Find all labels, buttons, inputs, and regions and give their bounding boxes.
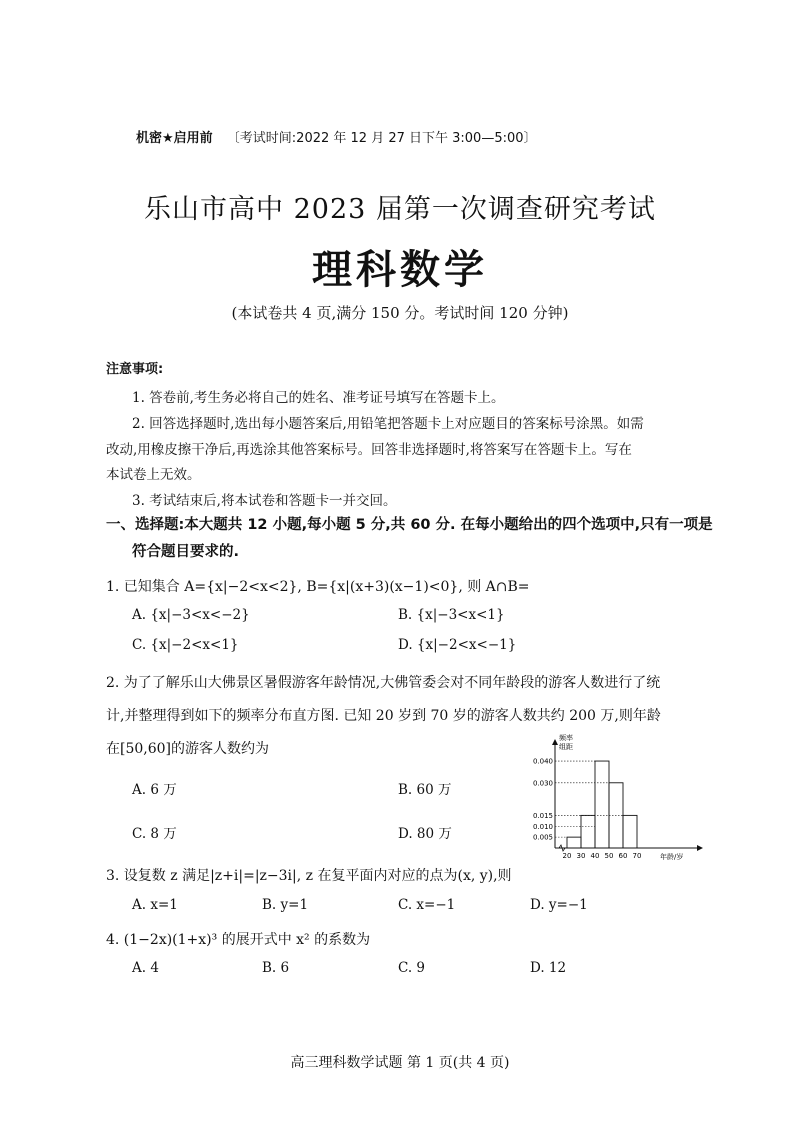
question-4-option-c: C. 9 bbox=[398, 960, 426, 976]
page-footer: 高三理科数学试题 第 1 页(共 4 页) bbox=[290, 1055, 510, 1071]
y-axis-label-line-2: 组距 bbox=[559, 743, 573, 751]
question-3-stem: 3. 设复数 z 满足|z+i|=|z−3i|, z 在复平面内对应的点为(x, y),则 bbox=[106, 868, 512, 884]
question-2-stem-line-3: 在[50,60]的游客人数约为 bbox=[106, 741, 270, 757]
question-4-stem: 4. (1−2x)(1+x)³ 的展开式中 x² 的系数为 bbox=[106, 932, 371, 948]
question-1-option-c: C. {x|−2<x<1} bbox=[132, 637, 239, 653]
question-1-option-a: A. {x|−3<x<−2} bbox=[132, 607, 250, 623]
histogram-bar-30-40 bbox=[581, 815, 595, 848]
question-2-option-b: B. 60 万 bbox=[398, 782, 452, 798]
histogram-bar-20-30 bbox=[567, 837, 581, 848]
question-3-option-b: B. y=1 bbox=[262, 897, 309, 913]
x-tick-label-30: 30 bbox=[576, 852, 586, 860]
subject-title: 理科数学 bbox=[312, 246, 488, 293]
section-heading: 一、选择题:本大题共 12 小题,每小题 5 分,共 60 分. 在每小题给出的四个选项中,只有一项是 bbox=[106, 517, 713, 533]
question-2-stem-line-2: 计,并整理得到如下的频率分布直方图. 已知 20 岁到 70 岁的游客人数共约 200 万,则年龄 bbox=[106, 708, 661, 724]
section-heading-line-2: 符合题目要求的. bbox=[132, 544, 240, 560]
question-3-option-a: A. x=1 bbox=[132, 897, 178, 913]
x-tick-label-50: 50 bbox=[604, 852, 614, 860]
notice-item-1: 1. 答卷前,考生务必将自己的姓名、准考证号填写在答题卡上。 bbox=[132, 390, 505, 406]
histogram-bar-60-70 bbox=[623, 815, 637, 848]
notice-item-3: 3. 考试结束后,将本试卷和答题卡一并交回。 bbox=[132, 493, 397, 509]
question-4-option-d: D. 12 bbox=[530, 960, 567, 976]
question-4-option-a: A. 4 bbox=[132, 960, 159, 976]
question-1-stem: 1. 已知集合 A={x|−2<x<2}, B={x|(x+3)(x−1)<0}, 则 A∩B= bbox=[106, 579, 530, 595]
notice-item-2-line-2: 改动,用橡皮擦干净后,再选涂其他答案标号。回答非选择题时,将答案写在答题卡上。写在 bbox=[106, 442, 632, 458]
y-tick-label-0.010: 0.010 bbox=[532, 822, 553, 831]
exam-header-line bbox=[136, 127, 537, 146]
question-2-option-d: D. 80 万 bbox=[398, 826, 452, 842]
question-1-option-d: D. {x|−2<x<−1} bbox=[398, 637, 517, 653]
x-tick-label-60: 60 bbox=[618, 852, 628, 860]
question-2-option-c: C. 8 万 bbox=[132, 826, 177, 842]
x-tick-label-70: 70 bbox=[632, 852, 642, 860]
x-axis-label: 年龄/岁 bbox=[660, 853, 684, 861]
y-axis-label-line-1: 频率 bbox=[559, 734, 573, 742]
question-1-option-b: B. {x|−3<x<1} bbox=[398, 607, 505, 623]
question-3-option-d: D. y=−1 bbox=[530, 897, 588, 913]
x-tick-label-40: 40 bbox=[590, 852, 600, 860]
question-2-stem-line-1: 2. 为了了解乐山大佛景区暑假游客年龄情况,大佛管委会对不同年龄段的游客人数进行了统 bbox=[106, 675, 661, 691]
y-tick-label-0.005: 0.005 bbox=[532, 833, 553, 842]
exam-title: 乐山市高中 2023 届第一次调查研究考试 bbox=[144, 194, 656, 225]
notice-heading: 注意事项: bbox=[106, 362, 164, 377]
exam-subtitle: (本试卷共 4 页,满分 150 分。考试时间 120 分钟) bbox=[231, 304, 569, 322]
question-2-option-a: A. 6 万 bbox=[132, 782, 177, 798]
exam-time: 〔考试时间:2022 年 12 月 27 日下午 3:00—5:00〕 bbox=[226, 131, 537, 146]
question-3-option-c: C. x=−1 bbox=[398, 897, 456, 913]
frequency-histogram bbox=[510, 728, 710, 863]
histogram-bar-40-50 bbox=[595, 761, 609, 848]
y-tick-label-0.030: 0.030 bbox=[532, 779, 553, 788]
question-4-option-b: B. 6 bbox=[262, 960, 290, 976]
notice-item-2-line-3: 本试卷上无效。 bbox=[106, 467, 201, 483]
x-tick-label-20: 20 bbox=[562, 852, 572, 860]
notice-item-2-line-1: 2. 回答选择题时,选出每小题答案后,用铅笔把答题卡上对应题目的答案标号涂黑。如需 bbox=[132, 416, 644, 432]
confidential-label: 机密★启用前 bbox=[136, 131, 213, 146]
y-tick-label-0.015: 0.015 bbox=[532, 811, 553, 820]
y-tick-label-0.040: 0.040 bbox=[532, 757, 553, 766]
